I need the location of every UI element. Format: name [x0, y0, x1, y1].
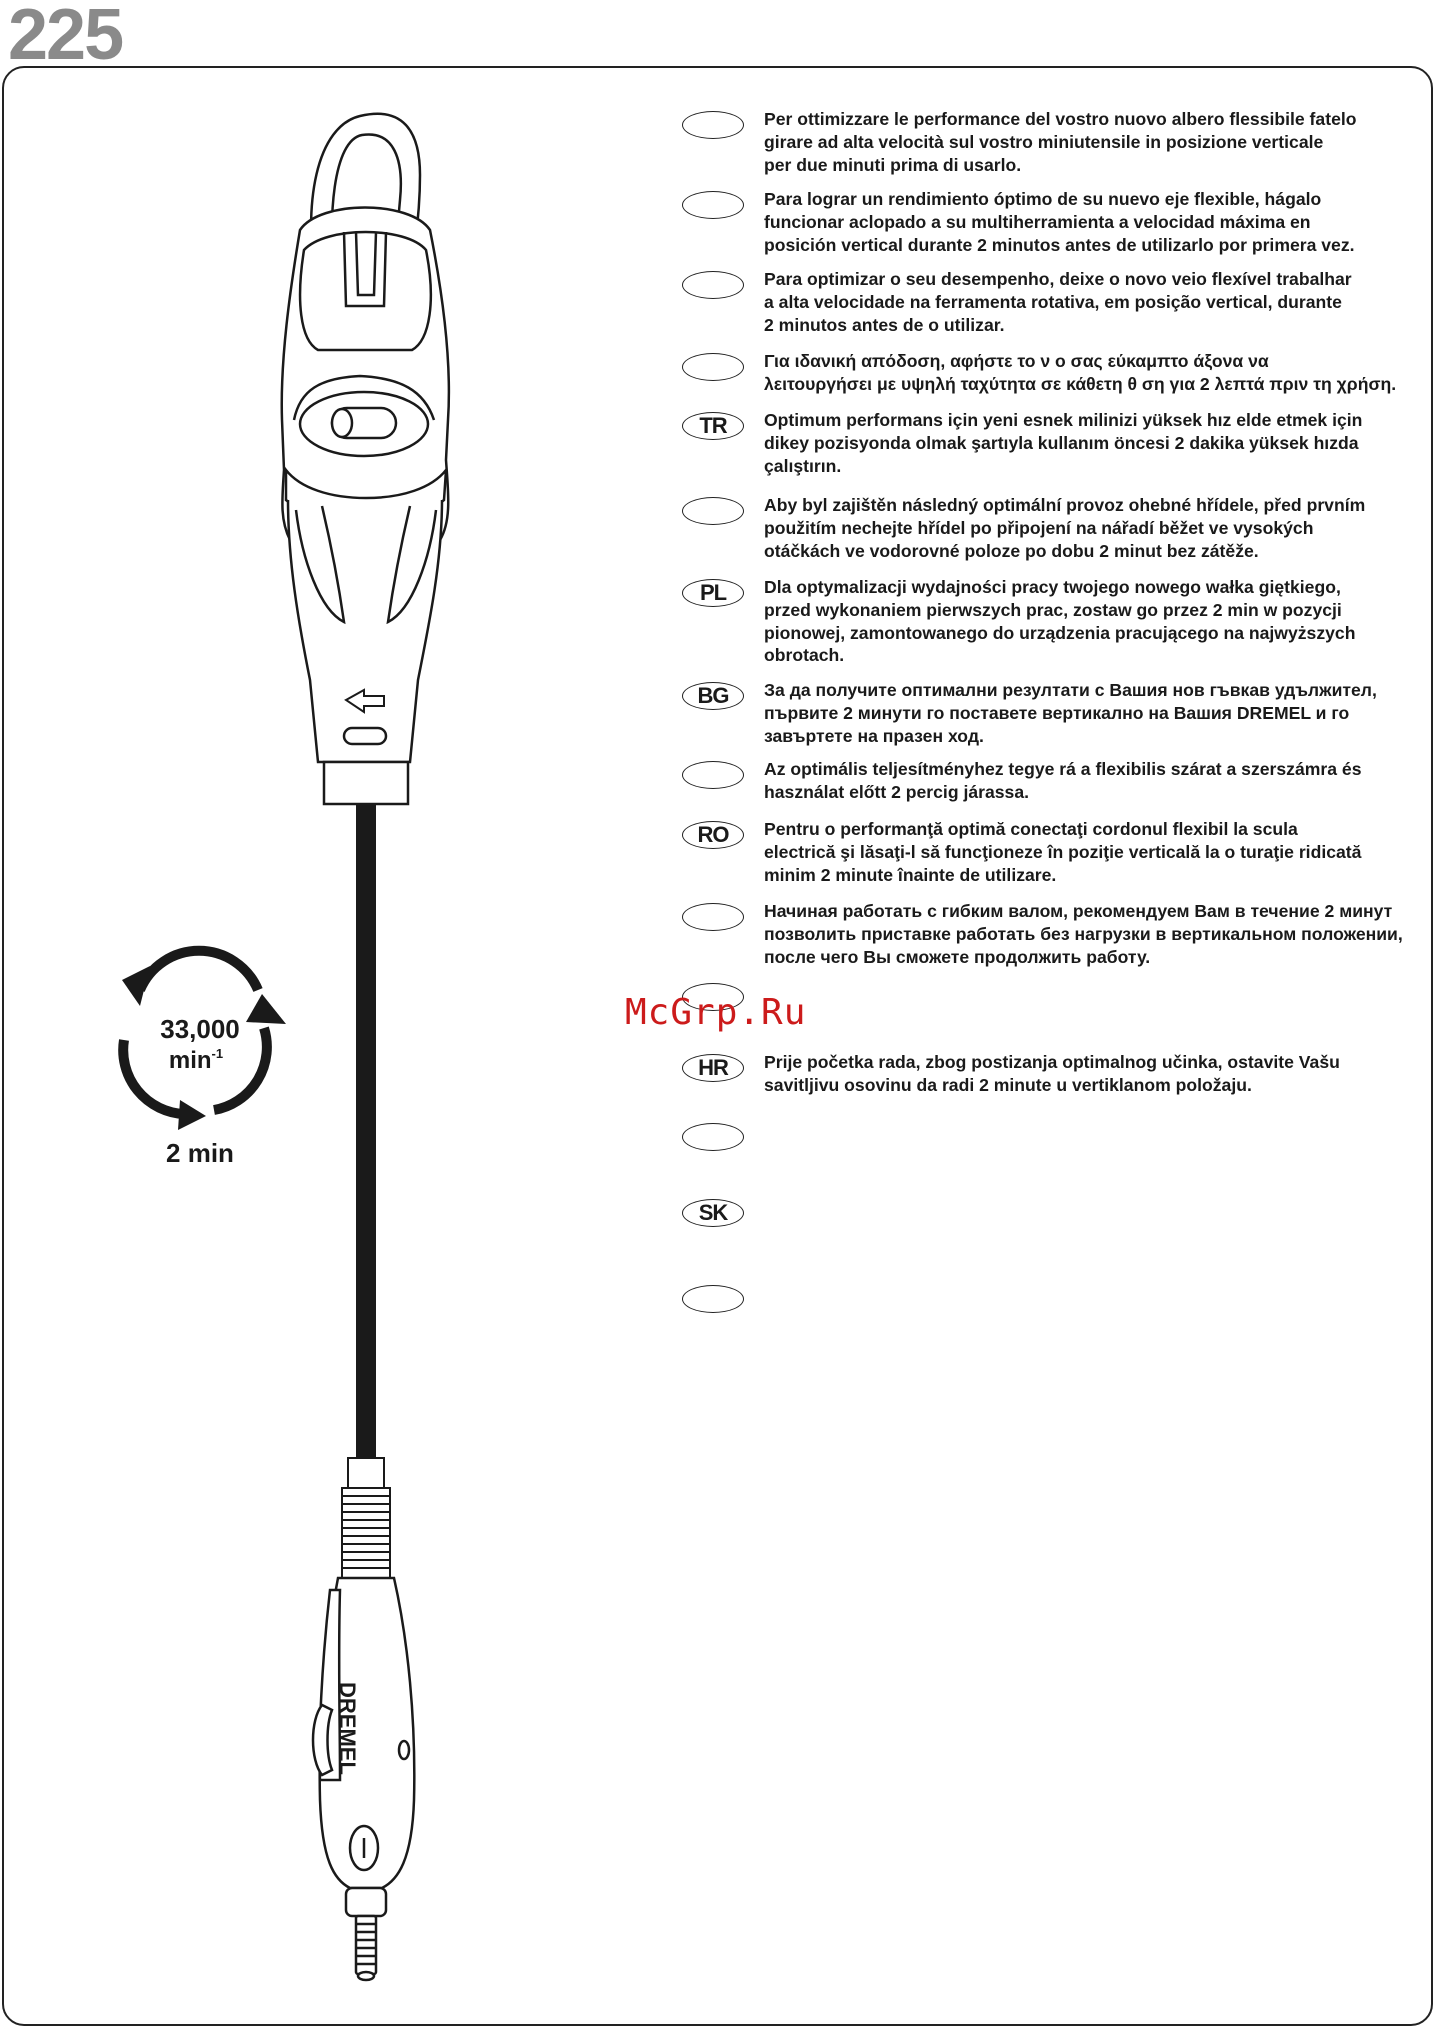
language-badge [682, 903, 744, 931]
language-badge: RO [682, 821, 744, 849]
instruction-text: Начиная работать с гибким валом, рекомендуем Вам в течение 2 минут позволить приставке работать без нагрузки в вертикальном положении, после чего Вы сможете продолжить работу. [764, 901, 1403, 967]
language-badge [682, 271, 744, 299]
language-badge: BG [682, 682, 744, 710]
page-number: 225 [8, 0, 123, 75]
language-badge: TR [682, 412, 744, 440]
language-badge [682, 497, 744, 525]
instruction-text: Per ottimizzare le performance del vostro nuovo albero flessibile fatelo girare ad alta velocità sul vostro miniutensile in posizione verticale per due minuti prima di usarlo. [764, 109, 1357, 175]
instruction-text: Dla optymalizacji wydajności pracy twojego nowego wałka giętkiego, przed wykonaniem pierwszych prac, zostaw go przez 2 min w pozycji pionowej, zamontowanego do urządzenia pracującego na najwyższych obrotach. [764, 577, 1356, 666]
language-badge: SK [682, 1199, 744, 1227]
language-badge [682, 1285, 744, 1313]
flex-cable [356, 804, 376, 1460]
handpiece [313, 1578, 414, 1980]
instruction-text: Az optimális teljesítményhez tegye rá a flexibilis szárat a szerszámra és használat előtt 2 percig járassa. [764, 759, 1362, 802]
handle-grip [288, 500, 442, 804]
language-badge: HR [682, 1054, 744, 1082]
instruction-text: Pentru o performanţă optimă conectaţi cordonul flexibil la scula electrică şi lăsaţi-l să funcţioneze în poziţie verticală la o turaţie ridicată minim 2 minute înainte de utilizare. [764, 819, 1362, 885]
speed-unit: $\min^{-1}$ [168, 1046, 224, 1074]
language-badge [682, 761, 744, 789]
brand-label: DREMEL [335, 1682, 360, 1775]
language-badge [682, 1123, 744, 1151]
duration-label: 2 min [166, 1138, 234, 1168]
instruction-text: Para lograr un rendimiento óptimo de su nuevo eje flexible, hágalo funcionar aclopado a su multiherramienta a velocidad máxima en posición vertical durante 2 minutos antes de utilizarlo por primera vez. [764, 189, 1355, 255]
language-badge: PL [682, 579, 744, 607]
instruction-text: Prije početka rada, zbog postizanja optimalnog učinka, ostavite Vašu savitljivu osovinu da radi 2 minute u vertiklanom položaju. [764, 1052, 1340, 1095]
watermark: McGrp.Ru [625, 992, 807, 1033]
instruction-text: Para optimizar o seu desempenho, deixe o novo veio flexível trabalhar a alta velocidade na ferramenta rotativa, em posição vertical, durante 2 minutos antes de o utilizar. [764, 269, 1352, 335]
instruction-text: Aby byl zajištěn následný optimální provoz ohebné hřídele, před prvním použitím nechejte hřídel po připojení na nářadí běžet ve vysokých otáčkách ve vodorovné poloze po dobu 2 minut bez zátěže. [764, 495, 1366, 561]
instruction-text: Για ιδανική απόδοση, αφήστε το ν ο σας εύκαμπτο άξονα να λειτουργήσει με υψηλή ταχύτητα σε κάθετη θ ση για 2 λεπτά πριν τη χρήση. [764, 351, 1397, 394]
language-badge [682, 353, 744, 381]
handle-body [282, 208, 449, 541]
language-badge [682, 191, 744, 219]
instruction-text: За да получите оптимални резултати с Вашия нов гъвкав удължител, първите 2 минути го поставете вертикално на Вашия DREMEL и го завъртете на празен ход. [764, 680, 1377, 746]
language-badge [682, 111, 744, 139]
threaded-connector [342, 1458, 390, 1578]
speed-value: 33,000 [160, 1014, 240, 1044]
instruction-text: Optimum performans için yeni esnek milinizi yüksek hız elde etmek için dikey pozisyonda olmak şartıyla kullanım öncesi 2 dakika yüksek hızda çalıştırın. [764, 410, 1363, 476]
